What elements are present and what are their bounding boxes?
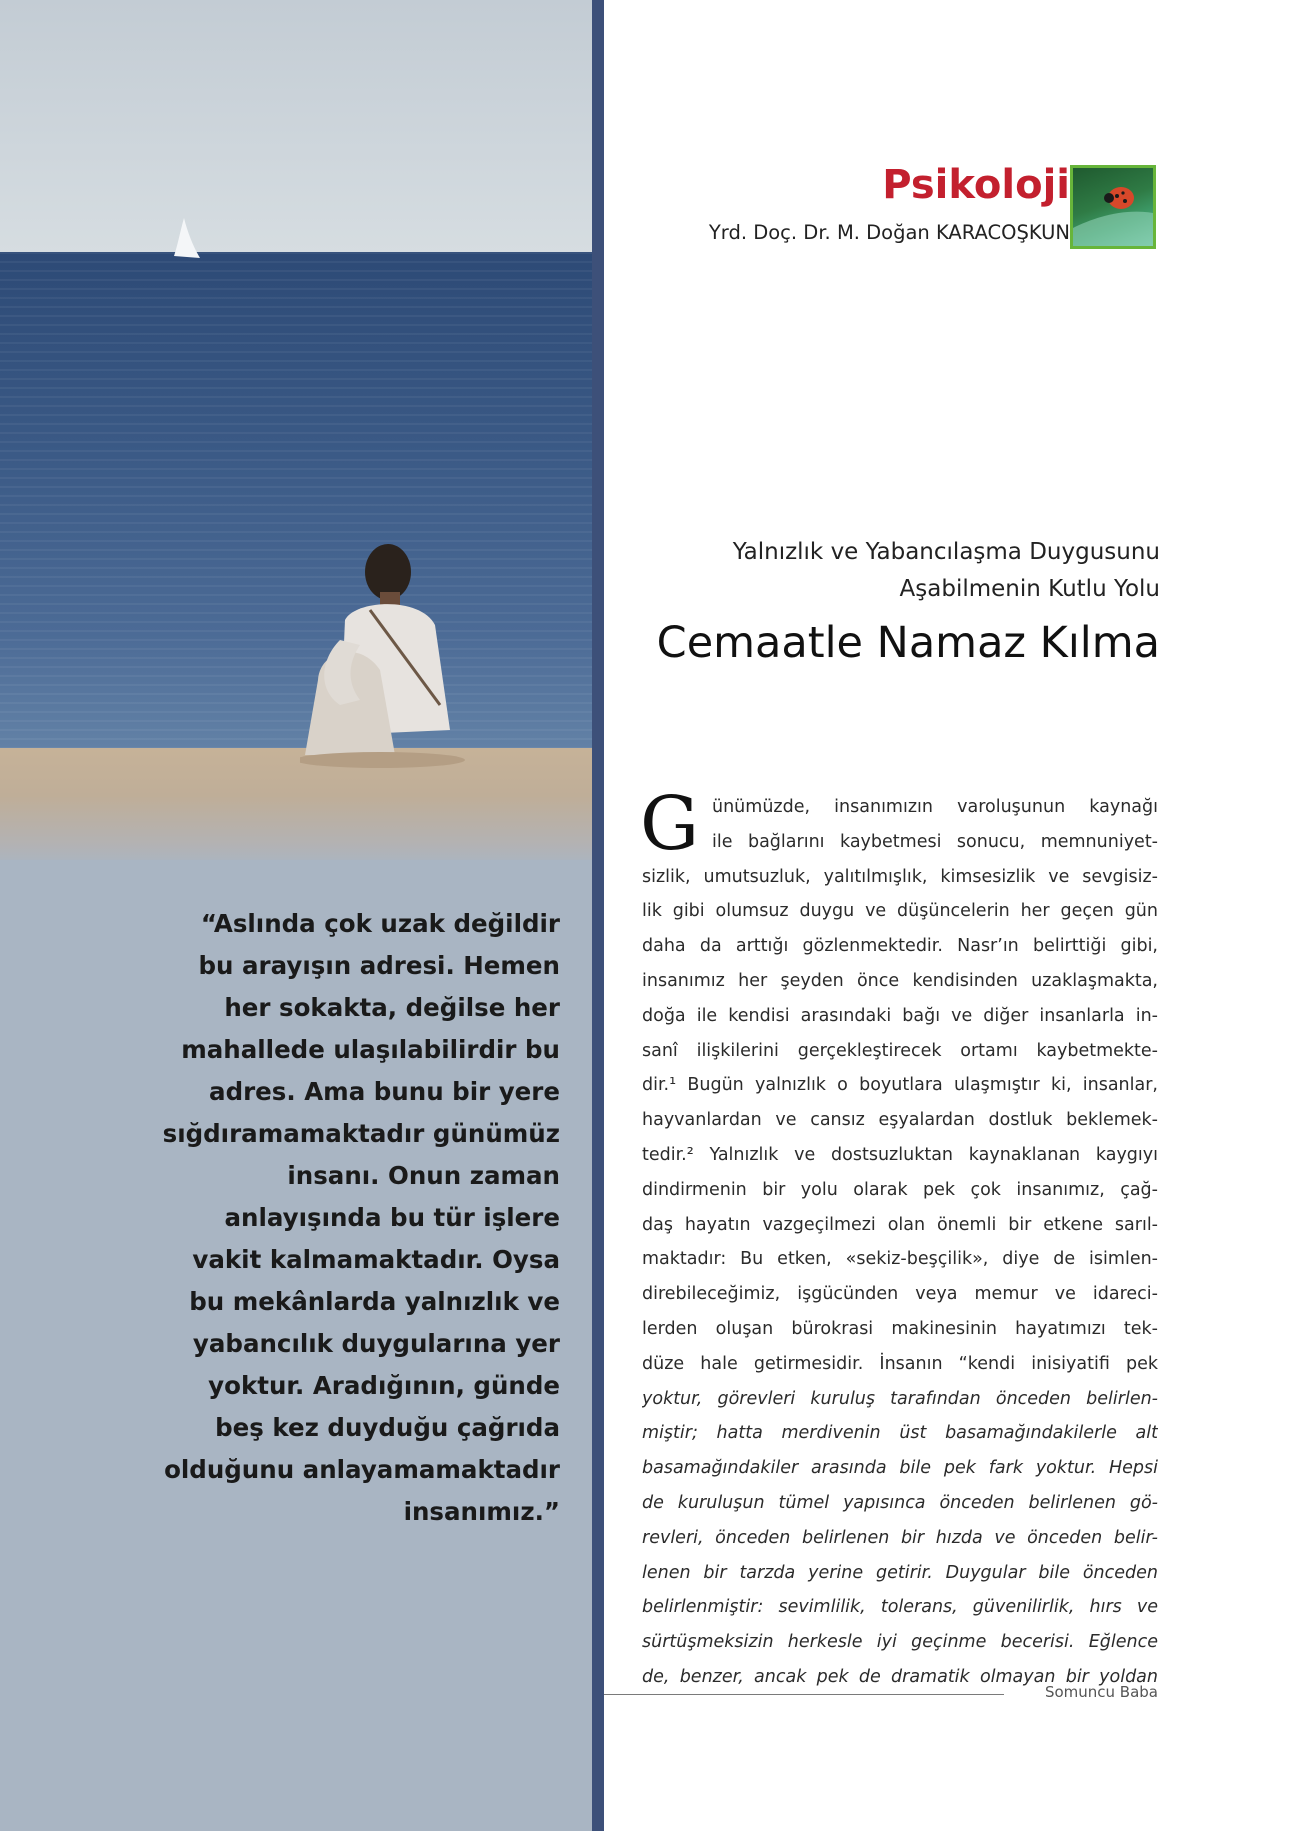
article-kicker-line-1: Yalnızlık ve Yabancılaşma Duygusunu	[732, 539, 1160, 565]
photo-sea-texture	[0, 252, 592, 762]
body-line: lenen bir tarzda yerine getirir. Duygular bile önceden	[642, 1562, 1158, 1583]
body-line: yoktur, görevleri kuruluş tarafından önceden belirlen-	[642, 1388, 1158, 1409]
body-line: sizlik, umutsuzluk, yalıtılmışlık, kimsesizlik ve sevgisiz-	[642, 866, 1158, 887]
article-title: Cemaatle Namaz Kılma	[656, 618, 1160, 668]
body-line: de, benzer, ancak pek de dramatik olmayan bir yoldan	[642, 1666, 1158, 1687]
body-line: insanımız her şeyden önce kendisinden uzaklaşmakta,	[642, 970, 1158, 991]
ladybug-icon	[1070, 165, 1156, 249]
photo-sky	[0, 0, 592, 254]
body-line: revleri, önceden belirlenen bir hızda ve önceden belir-	[642, 1527, 1158, 1548]
photo-beach	[0, 748, 592, 868]
body-line: daha da arttığı gözlenmektedir. Nasr’ın belirttiği gibi,	[642, 936, 1158, 957]
footer-rule	[604, 1694, 1004, 1695]
ladybug-image	[1073, 168, 1153, 246]
drop-cap: G	[640, 781, 700, 867]
body-line: belirlenmiştir: sevimlilik, tolerans, güvenilirlik, hırs ve	[642, 1597, 1158, 1618]
seated-man-figure	[300, 530, 500, 770]
body-line: dindirmenin bir yolu olarak pek çok insanımız, çağ-	[642, 1179, 1158, 1200]
body-line: dir.¹ Bugün yalnızlık o boyutlara ulaşmıştır ki, insanlar,	[642, 1075, 1158, 1096]
body-line: basamağındakiler arasında bile pek fark yoktur. Hepsi	[642, 1458, 1158, 1479]
footer-magazine-name: Somuncu Baba	[1044, 1683, 1158, 1701]
body-line: ünümüzde, insanımızın varoluşunun kaynağı	[712, 797, 1158, 817]
body-line: sanî ilişkilerini gerçekleştirecek ortamı kaybetmekte-	[642, 1040, 1158, 1061]
body-line: de kuruluşun tümel yapısınca önceden belirlenen gö-	[642, 1492, 1158, 1513]
pull-quote: “Aslında çok uzak değildir bu arayışın adresi. Hemen her sokakta, değilse her mahallede ulaşılabilirdir bu adres. Ama bunu bir yere sığdıramamaktadır günümüz insanı. Onun zaman anlayışında bu tür işlere vakit kalmamaktadır. Oysa bu mekânlarda yalnızlık ve yabancılık duygularına yer yoktur. Aradığının, günde beş kez duyduğu çağrıda olduğunu anlayamamaktadır insanımız.”	[162, 909, 560, 1526]
body-line: lik gibi olumsuz duygu ve düşüncelerin her geçen gün	[642, 901, 1158, 922]
column-divider	[592, 0, 604, 1831]
body-line: doğa ile kendisi arasındaki bağı ve diğer insanlarla in-	[642, 1005, 1158, 1026]
body-line: tedir.² Yalnızlık ve dostsuzluktan kaynaklanan kaygıyı	[642, 1144, 1158, 1165]
body-line: daş hayatın vazgeçilmezi olan önemli bir etkene sarıl-	[642, 1214, 1158, 1235]
section-title: Psikoloji	[882, 162, 1070, 208]
sailboat-icon	[170, 218, 210, 260]
body-line: miştir; hatta merdivenin üst basamağındakilerle alt	[642, 1423, 1158, 1444]
body-line: maktadır: Bu etken, «sekiz-beşçilik», diye de isimlen-	[642, 1249, 1158, 1270]
author-name: Yrd. Doç. Dr. M. Doğan KARACOŞKUN	[708, 221, 1070, 244]
article-body	[642, 790, 1158, 1695]
cover-photo	[0, 0, 592, 1831]
body-line: direbileceğimiz, işgücünden veya memur ve idareci-	[642, 1284, 1158, 1305]
body-line: lerden oluşan bürokrasi makinesinin hayatımızı tek-	[642, 1318, 1158, 1339]
article-kicker-line-2: Aşabilmenin Kutlu Yolu	[899, 576, 1160, 602]
body-line: hayvanlardan ve cansız eşyalardan dostluk beklemek-	[642, 1110, 1158, 1131]
body-line: ile bağlarını kaybetmesi sonucu, memnuniyet-	[712, 831, 1158, 852]
body-line: düze hale getirmesidir. İnsanın “kendi inisiyatifi pek	[642, 1353, 1158, 1374]
body-line: sürtüşmeksizin herkesle iyi geçinme becerisi. Eğlence	[642, 1632, 1158, 1653]
